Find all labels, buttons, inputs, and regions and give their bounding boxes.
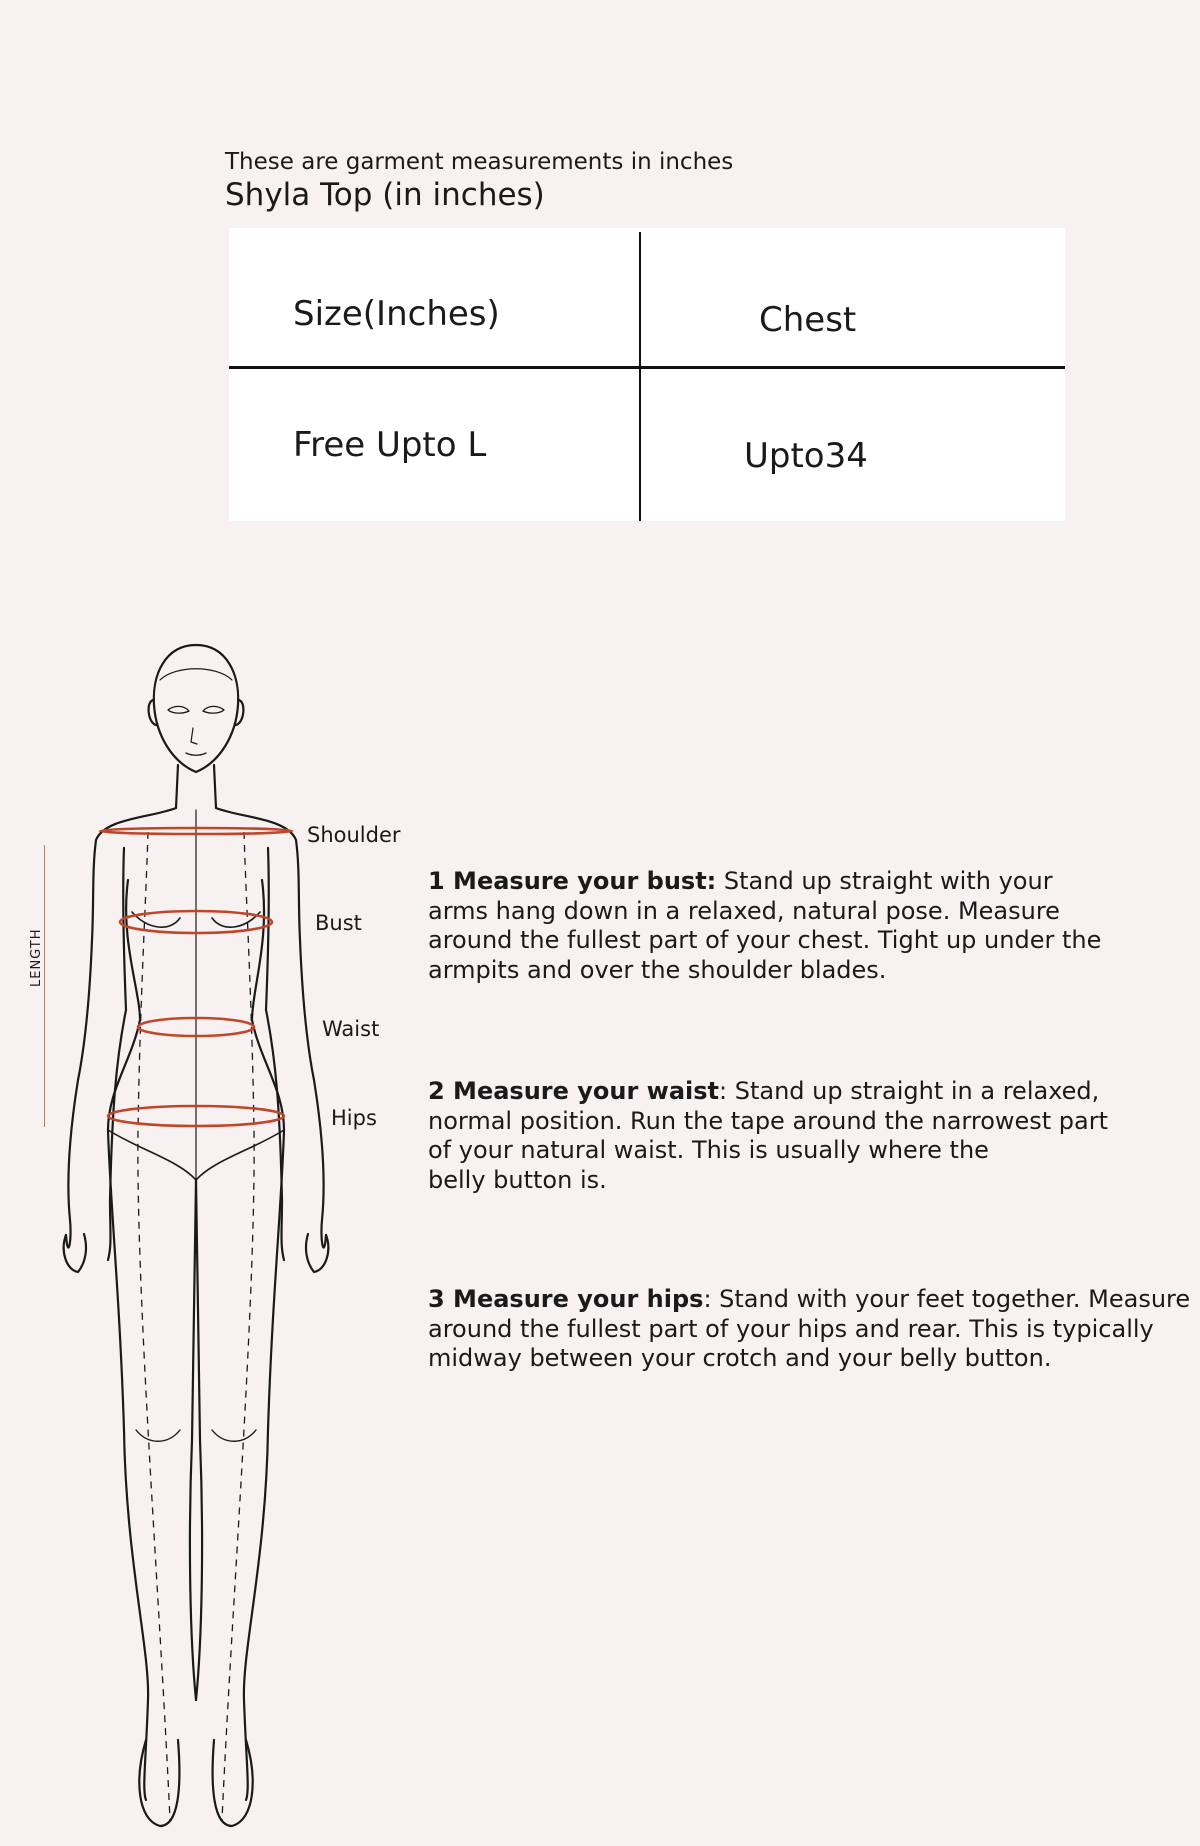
shoulder-label: Shoulder (307, 823, 401, 847)
waist-heading: 2 Measure your waist (428, 1077, 720, 1105)
length-label: LENGTH (29, 928, 44, 987)
bust-instruction-line: arms hang down in a relaxed, natural pose. Measure (428, 896, 1060, 925)
bust-heading: 1 Measure your bust: (428, 867, 717, 895)
bust-instruction-line: around the fullest part of your chest. Tight up under the (428, 926, 1102, 954)
table-cell-size: Free Upto L (293, 425, 487, 465)
waist-instruction-line: normal position. Run the tape around the narrowest part (428, 1106, 1109, 1135)
bust-instruction-line: armpits and over the shoulder blades. (428, 955, 887, 984)
waist-label: Waist (322, 1017, 380, 1041)
waist-instructions (428, 1077, 1200, 1195)
table-header-divider (229, 366, 1065, 369)
intro (225, 148, 733, 214)
hips-text: : Stand with your feet together. Measure (703, 1285, 1191, 1313)
table-column-divider (639, 232, 641, 521)
table-header-chest: Chest (759, 300, 857, 340)
hips-label: Hips (331, 1106, 377, 1130)
bust-instruction-line (428, 867, 1200, 897)
bust-label: Bust (315, 911, 362, 935)
waist-instruction-line: of your natural waist. This is usually where the (428, 1136, 989, 1164)
body-figure-illustration (0, 630, 420, 1846)
hips-heading: 3 Measure your hips (428, 1285, 704, 1313)
size-table (229, 228, 1065, 521)
bust-instructions (428, 867, 1200, 985)
waist-text: : Stand up straight in a relaxed, (719, 1077, 1100, 1105)
hips-instruction-line: around the fullest part of your hips and rear. This is typically (428, 1314, 1154, 1343)
hips-instruction-line: midway between your crotch and your belly button. (428, 1344, 1052, 1372)
bust-text: Stand up straight with your (716, 867, 1053, 895)
waist-instruction-line: belly button is. (428, 1165, 607, 1194)
hips-instruction-line (428, 1285, 1200, 1315)
table-cell-chest: Upto34 (744, 436, 868, 476)
hips-instructions (428, 1285, 1200, 1374)
table-header-size: Size(Inches) (293, 294, 500, 334)
intro-subtitle: These are garment measurements in inches (225, 149, 734, 175)
waist-instruction-line (428, 1077, 1200, 1107)
product-title: Shyla Top (in inches) (225, 177, 545, 213)
